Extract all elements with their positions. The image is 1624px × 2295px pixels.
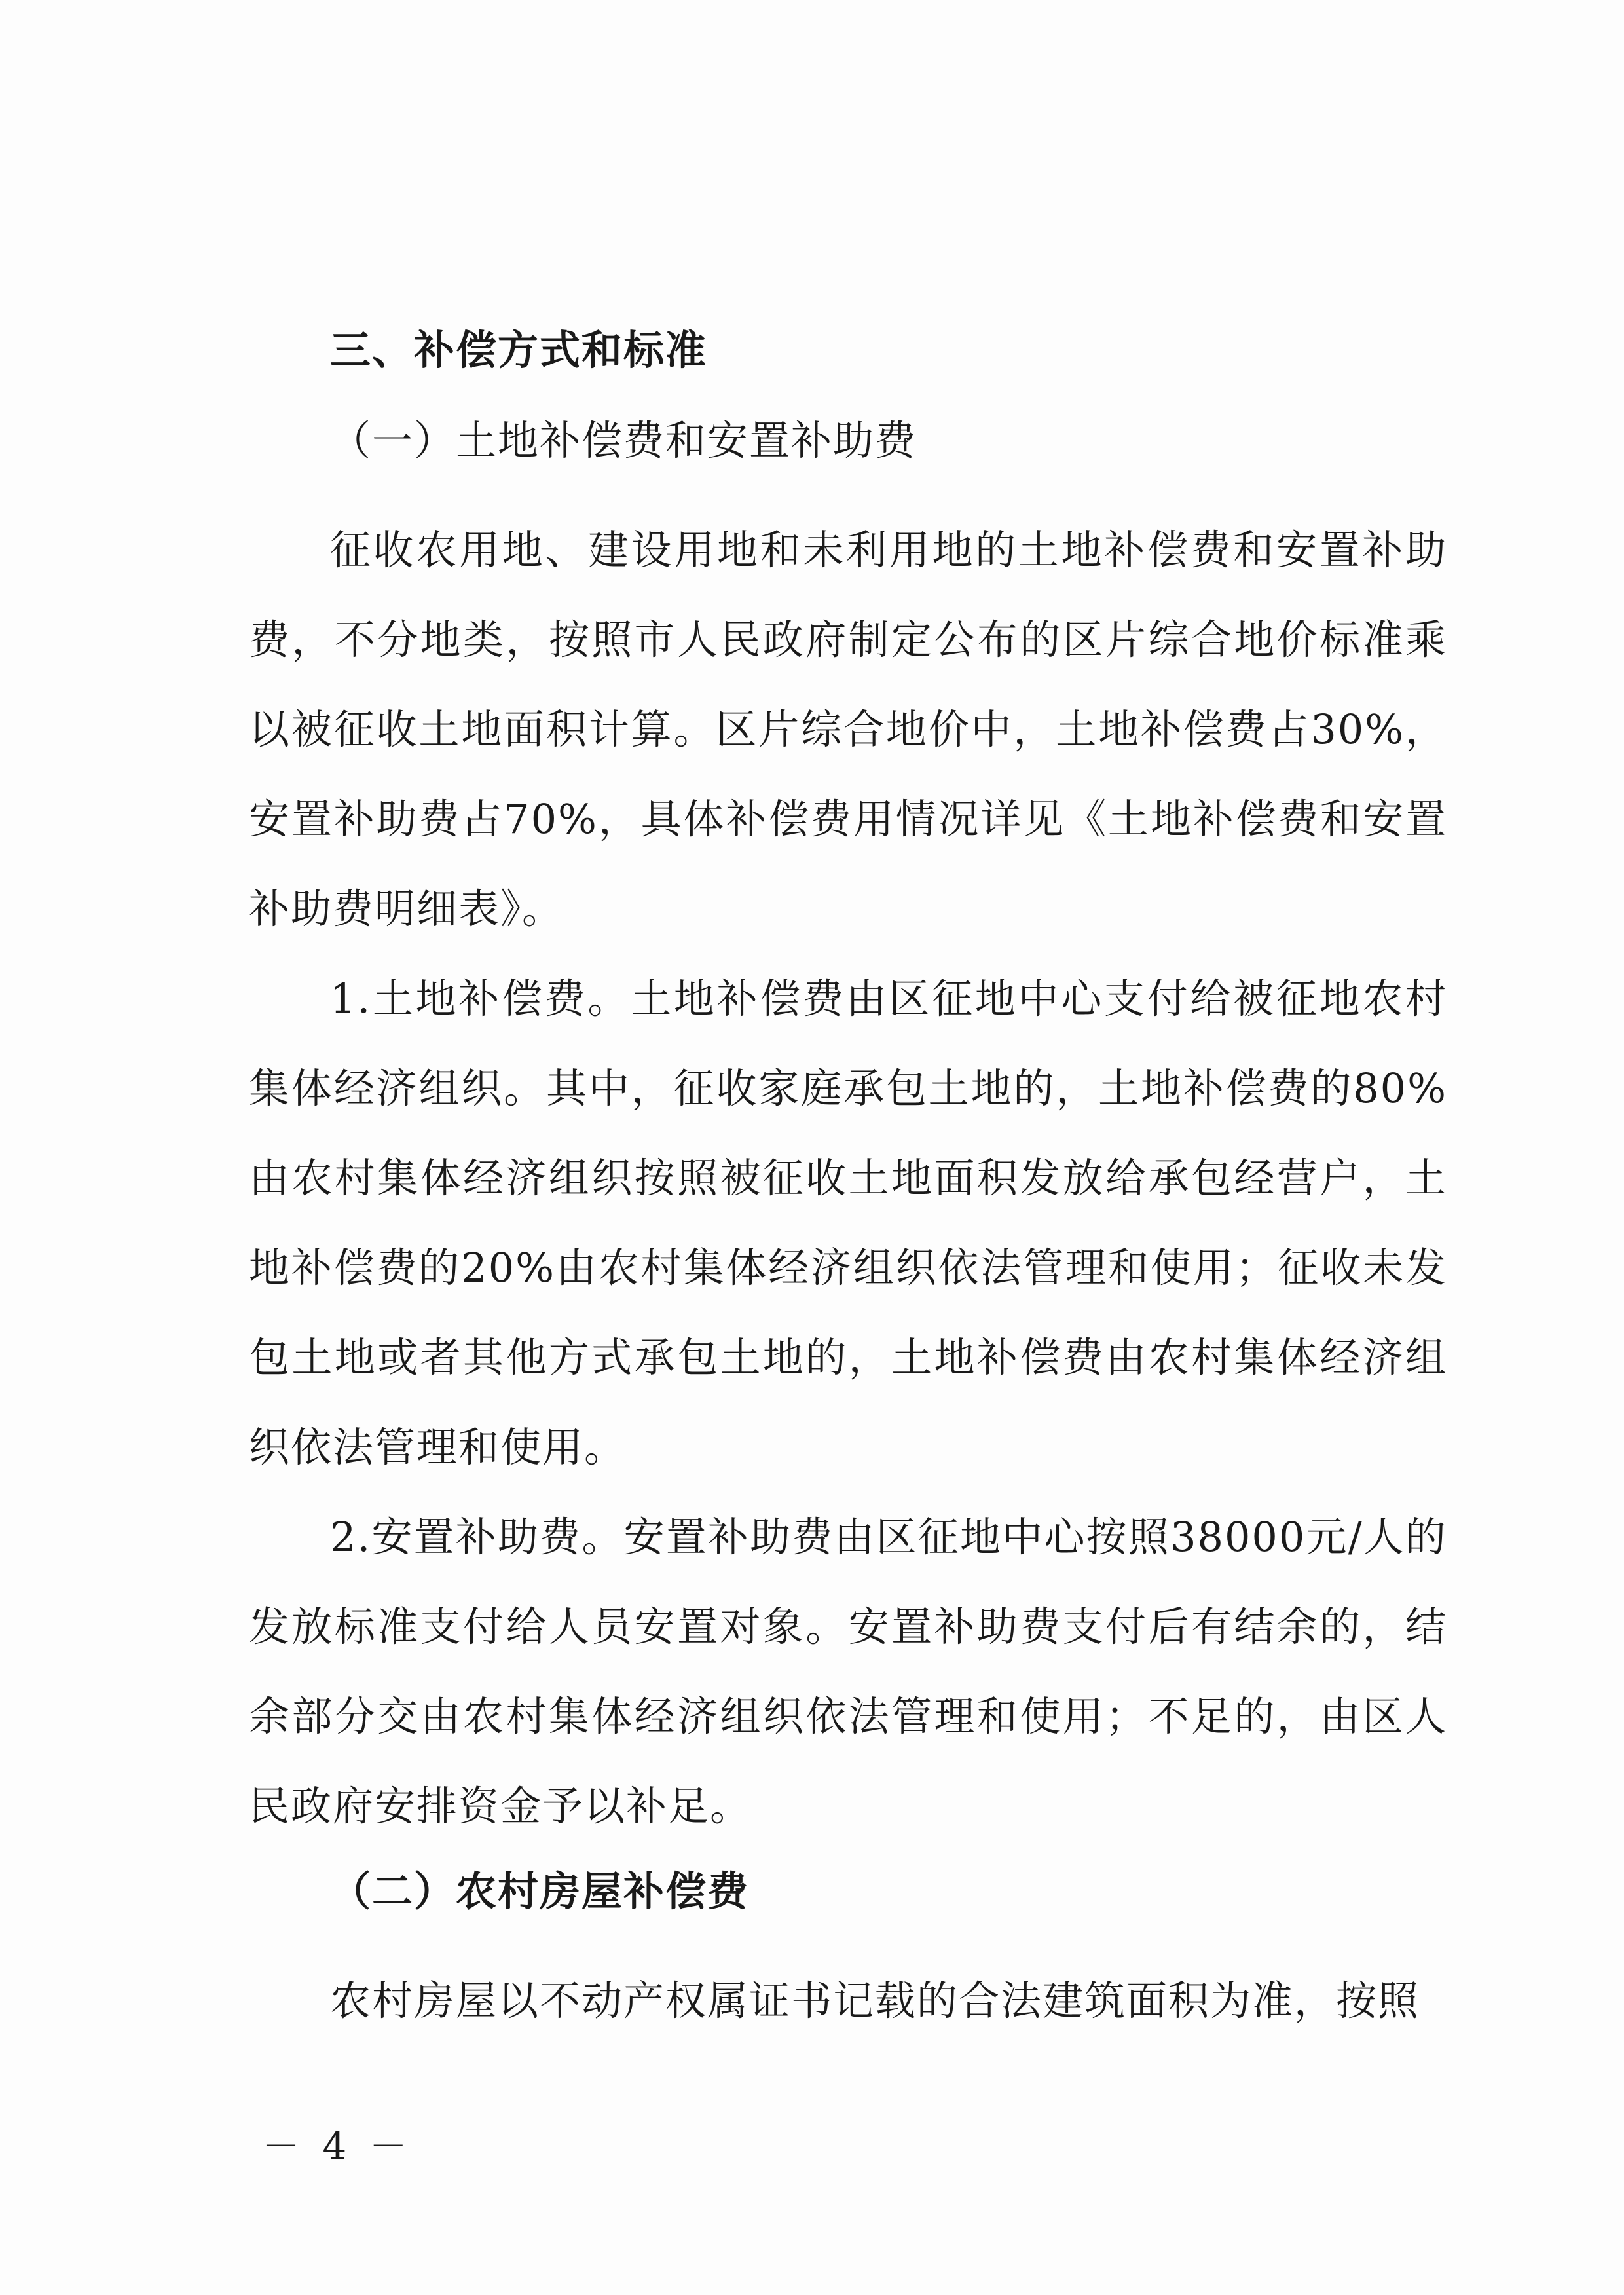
paragraph-1: 征收农用地、建设用地和未利用地的土地补偿费和安置补助费，不分地类，按照市人民政府制定公布的区片综合地价标准乘以被征收土地面积计算。区片综合地价中，土地补偿费占30%，安置补助费占70%，具体补偿费用情况详见《土地补偿费和安置补助费明细表》。 [249,526,1447,933]
subsection-heading-1: （一）土地补偿费和安置补助费 [330,417,917,464]
page-number: － 4 － [262,2124,413,2169]
document-body [249,324,1447,2045]
subsection-heading-2: （二）农村房屋补偿费 [330,1867,750,1915]
paragraph-3: 2.安置补助费。安置补助费由区征地中心按照38000元/人的发放标准支付给人员安置对象。安置补助费支付后有结余的，结余部分交由农村集体经济组织依法管理和使用；不足的，由区人民政府安排资金予以补足。 [249,1513,1447,1830]
paragraph-4: 农村房屋以不动产权属证书记载的合法建筑面积为准，按照 [330,1977,1420,2024]
paragraph-2: 1.土地补偿费。土地补偿费由区征地中心支付给被征地农村集体经济组织。其中，征收家庭承包土地的，土地补偿费的80%由农村集体经济组织按照被征收土地面积发放给承包经营户，土地补偿费的20%由农村集体经济组织依法管理和使用；征收未发包土地或者其他方式承包土地的，土地补偿费由农村集体经济组织依法管理和使用。 [249,975,1447,1471]
section-heading: 三、补偿方式和标准 [330,326,708,374]
